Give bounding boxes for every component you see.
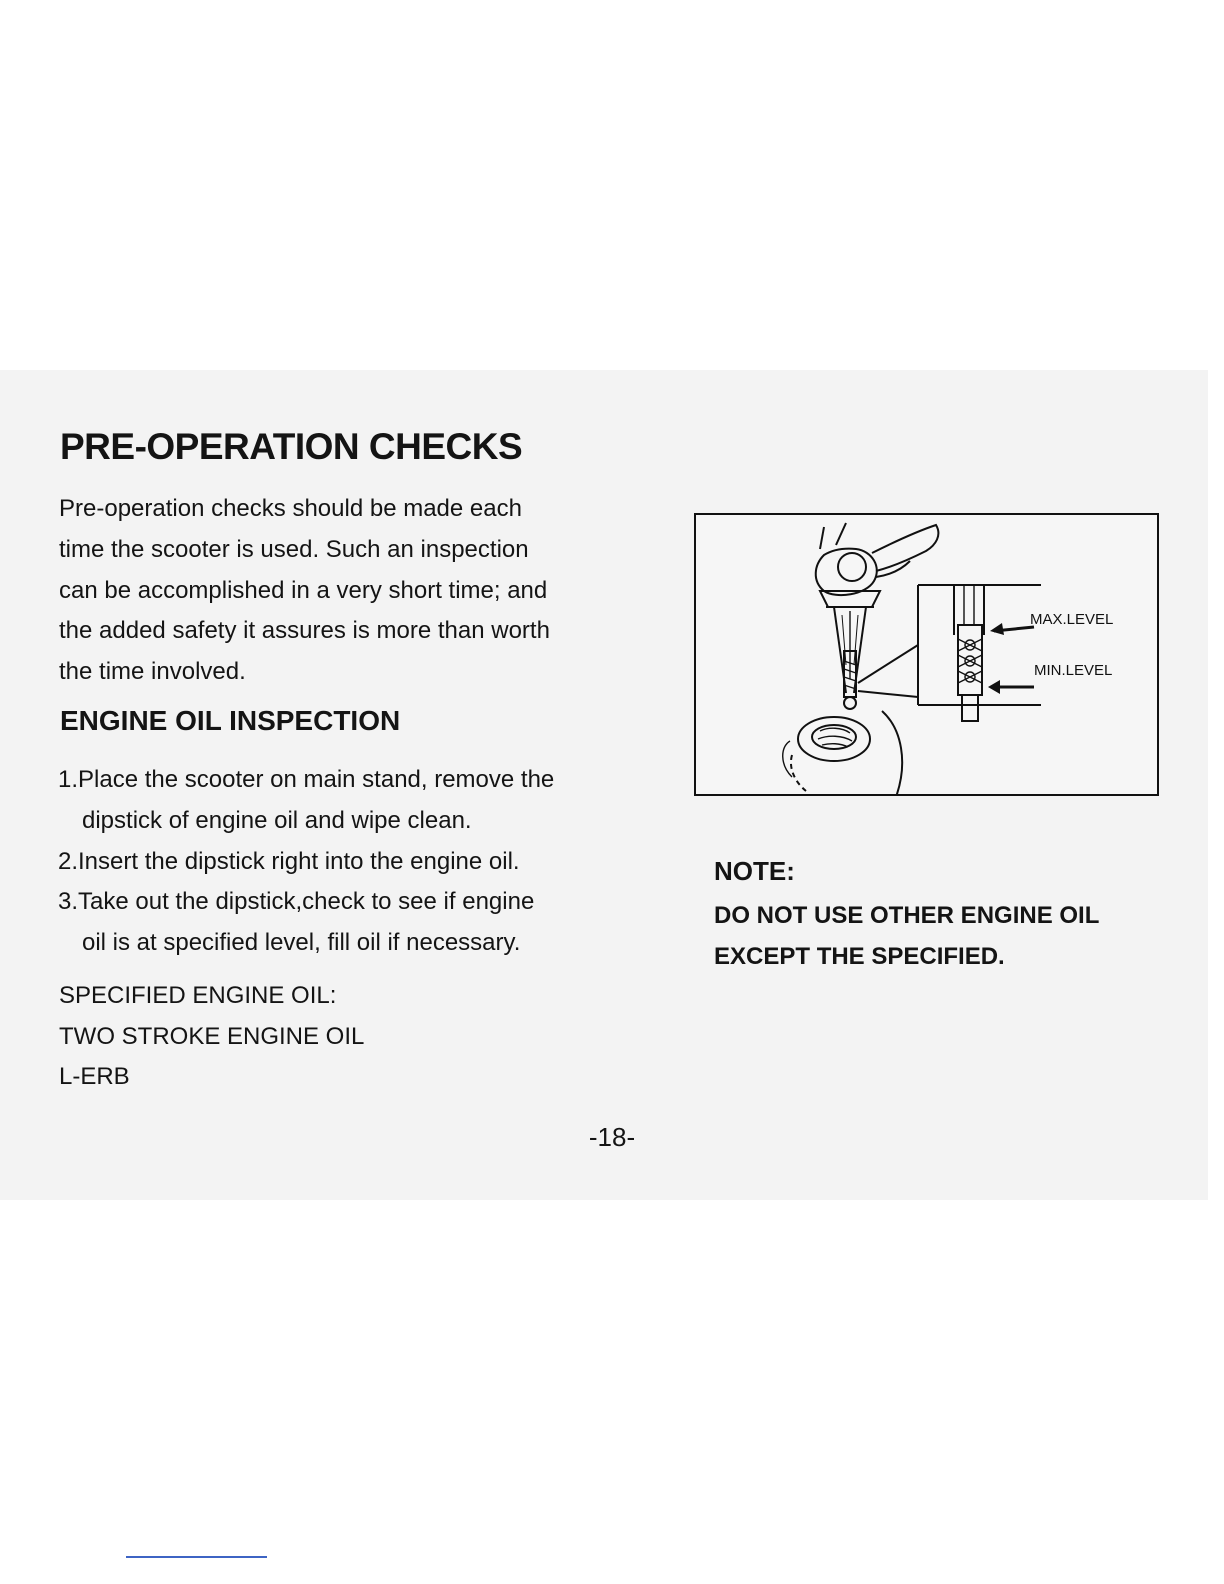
- step-line: 3.Take out the dipstick,check to see if engine: [58, 888, 535, 916]
- max-level-label: MAX.LEVEL: [1030, 611, 1114, 628]
- note-line: EXCEPT THE SPECIFIED.: [714, 942, 1005, 970]
- specified-oil: [59, 976, 364, 1098]
- note-title: NOTE:: [714, 856, 795, 886]
- spec-line: TWO STROKE ENGINE OIL: [59, 1022, 365, 1050]
- intro-line: Pre-operation checks should be made each: [59, 495, 522, 522]
- dipstick-illustration: [696, 515, 1159, 796]
- page-number: -18-: [588, 1122, 636, 1152]
- step-line: oil is at specified level, fill oil if necessary.: [82, 929, 521, 957]
- step-item: [58, 760, 658, 842]
- step-line: 2.Insert the dipstick right into the engine oil.: [58, 847, 520, 875]
- section-title: ENGINE OIL INSPECTION: [60, 705, 401, 736]
- spec-line: SPECIFIED ENGINE OIL:: [59, 982, 337, 1009]
- step-line: 1.Place the scooter on main stand, remove the: [58, 766, 555, 793]
- min-level-label: MIN.LEVEL: [1034, 662, 1113, 679]
- intro-line: time the scooter is used. Such an inspection: [59, 535, 529, 563]
- page-title: PRE-OPERATION CHECKS: [60, 426, 523, 467]
- intro-paragraph: [59, 489, 639, 693]
- intro-line: can be accomplished in a very short time; and: [59, 576, 548, 604]
- step-line: dipstick of engine oil and wipe clean.: [82, 806, 472, 834]
- inspection-steps: [58, 760, 658, 964]
- spec-line: L-ERB: [59, 1063, 130, 1090]
- step-item: [58, 842, 658, 883]
- intro-line: the time involved.: [59, 658, 246, 686]
- note-body: [714, 896, 1099, 977]
- note-line: DO NOT USE OTHER ENGINE OIL: [714, 902, 1100, 929]
- dipstick-figure: [694, 513, 1159, 796]
- intro-line: the added safety it assures is more than worth: [59, 617, 550, 645]
- step-item: [58, 882, 658, 964]
- bottom-divider: [126, 1556, 267, 1558]
